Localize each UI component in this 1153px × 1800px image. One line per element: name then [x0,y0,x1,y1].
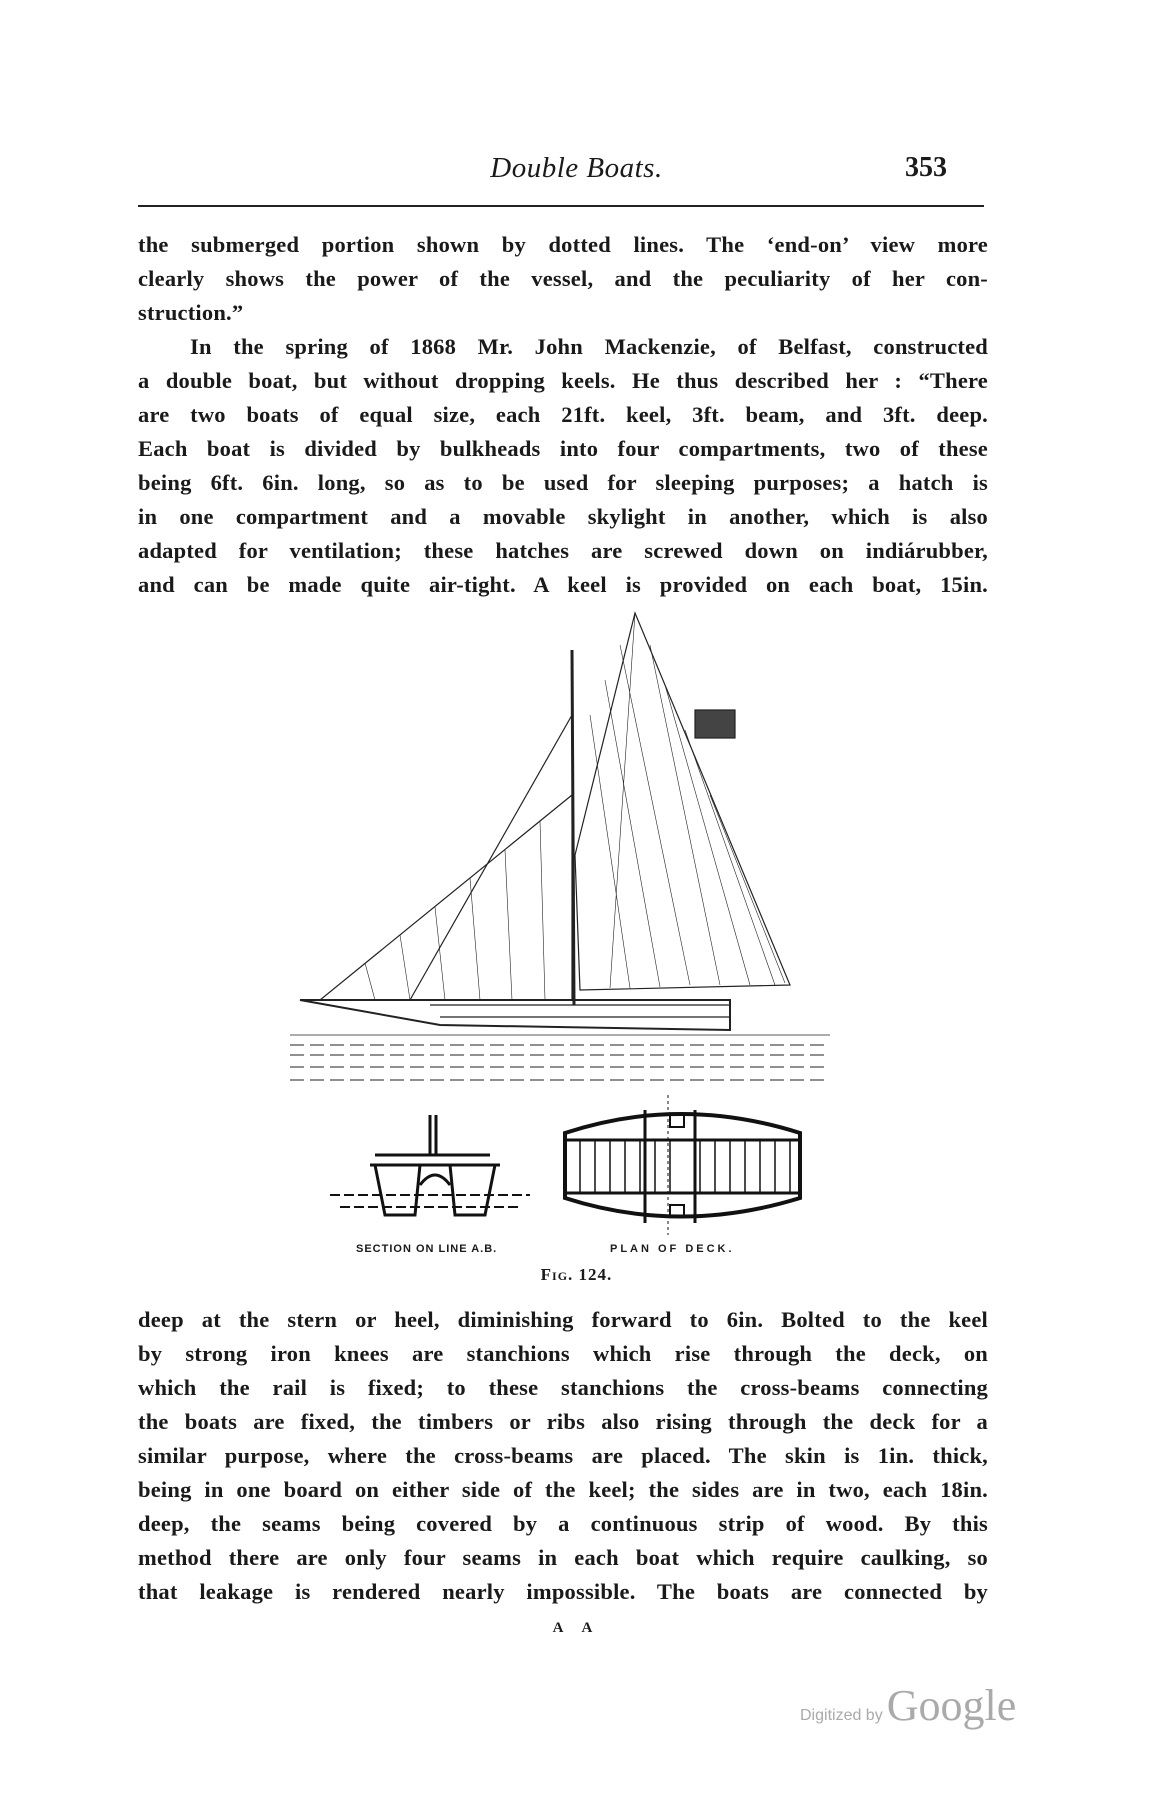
text-line: method there are only four seams in each boat which require caulking, so [138,1545,988,1570]
text-line: adapted for ventilation; these hatches are screwed down on indiárubber, [138,538,988,563]
watermark-brand: Google [886,1681,1017,1730]
text-line: the boats are fixed, the timbers or ribs also rising through the deck for a [138,1409,988,1434]
section-label: SECTION ON LINE A.B. [356,1243,498,1255]
running-header-title: Double Boats. [490,152,663,184]
text-line: are two boats of equal size, each 21ft. keel, 3ft. beam, and 3ft. deep. [138,402,988,427]
text-line: Each boat is divided by bulkheads into four compartments, two of these [138,436,988,461]
text-line: in one compartment and a movable skylight in another, which is also [138,504,988,529]
watermark-prefix: Digitized by [800,1707,883,1724]
deck-plan-drawing [550,1095,810,1235]
text-line: a double boat, but without dropping keels. He thus described her : “There [138,368,988,393]
text-line: the submerged portion shown by dotted lines. The ‘end-on’ view more [138,232,988,257]
figure-caption: Fig. 124. [540,1265,613,1284]
text-line: and can be made quite air-tight. A keel is provided on each boat, 15in. [138,572,988,597]
text-line: by strong iron knees are stanchions which rise through the deck, on [138,1341,988,1366]
text-line: that leakage is rendered nearly impossible. The boats are connected by [138,1579,988,1604]
text-line: being in one board on either side of the keel; the sides are in two, each 18in. [138,1477,988,1502]
header-rule [138,205,984,207]
section-drawing [330,1110,530,1230]
google-watermark [800,1680,1016,1731]
sailboat-illustration [290,605,850,1105]
text-line: similar purpose, where the cross-beams are placed. The skin is 1in. thick, [138,1443,988,1468]
plan-label: PLAN OF DECK. [610,1243,735,1255]
signature-mark: A A [552,1620,601,1636]
text-line: In the spring of 1868 Mr. John Mackenzie, of Belfast, constructed [190,334,988,359]
text-line: which the rail is fixed; to these stanchions the cross-beams connecting [138,1375,988,1400]
text-line: deep, the seams being covered by a continuous strip of wood. By this [138,1511,988,1536]
text-line: struction.” [138,300,244,325]
text-line: being 6ft. 6in. long, so as to be used for sleeping purposes; a hatch is [138,470,988,495]
text-line: deep at the stern or heel, diminishing forward to 6in. Bolted to the keel [138,1307,988,1332]
text-line: clearly shows the power of the vessel, and the peculiarity of her con- [138,266,988,291]
page-number: 353 [905,152,947,183]
